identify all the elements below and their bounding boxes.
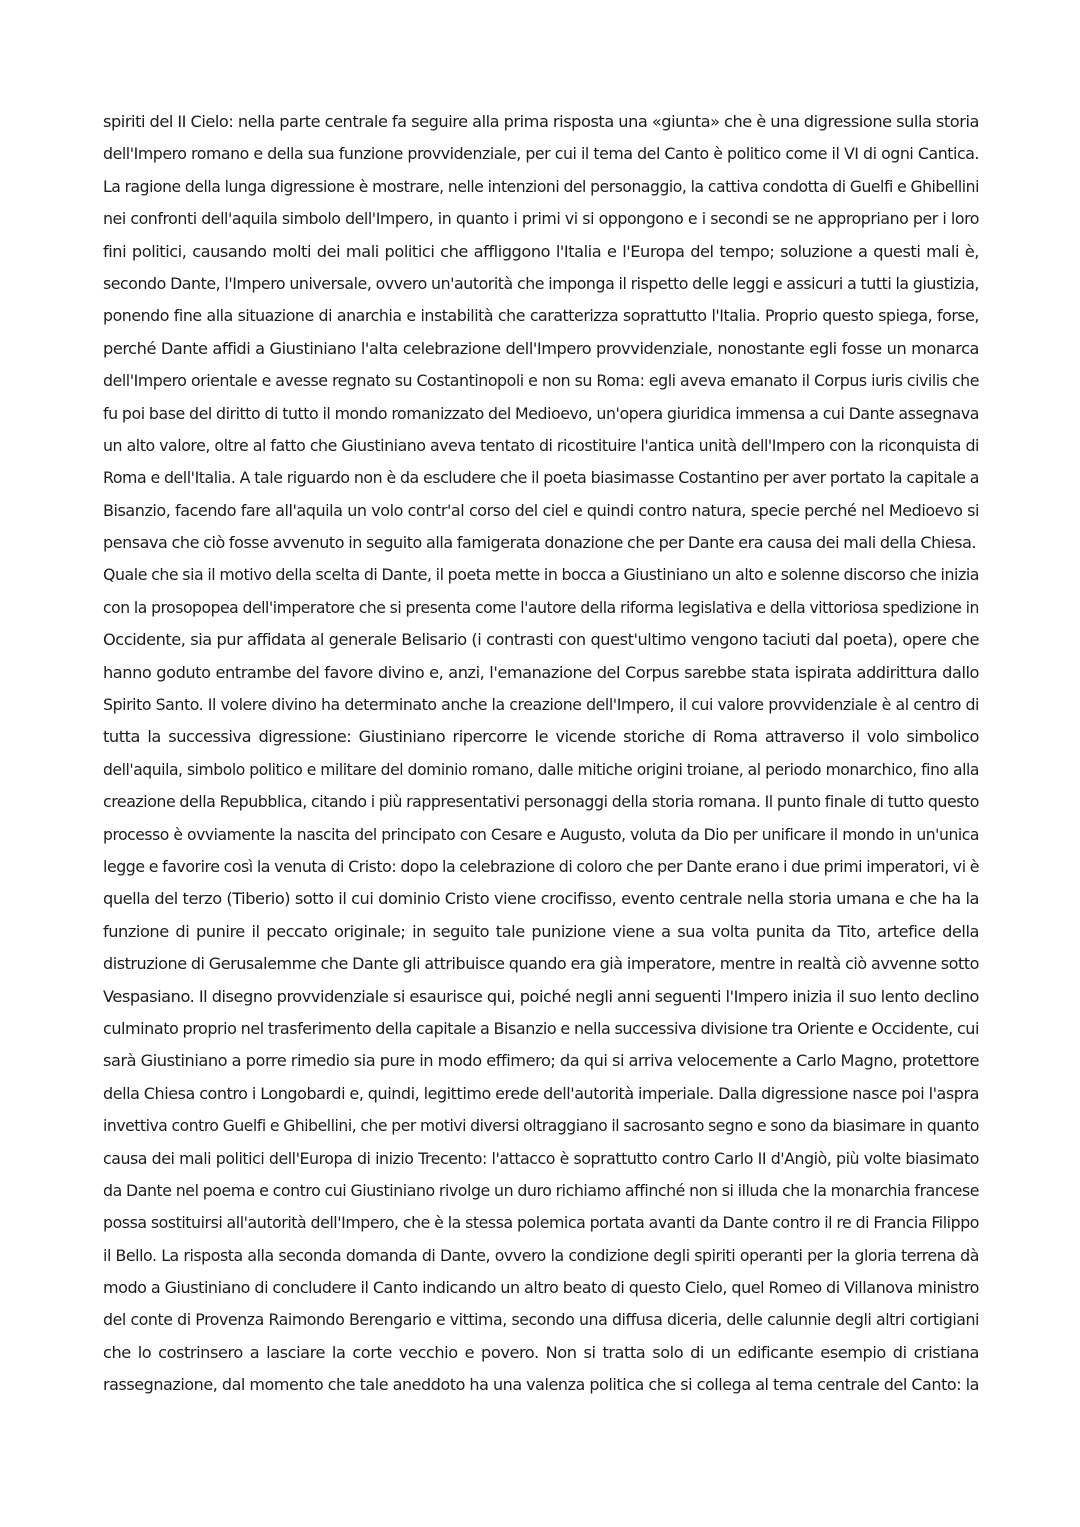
text-line: Spirito Santo. Il volere divino ha determinato anche la creazione dell'Impero, il cui valore provvidenziale è al centro di [103,695,979,715]
text-line: pensava che ciò fosse avvenuto in seguito alla famigerata donazione che per Dante era causa dei mali della Chiesa. [103,533,977,553]
text-line: dell'Impero romano e della sua funzione provvidenziale, per cui il tema del Canto è politico come il VI di ogni Cantica. [103,144,979,164]
text-line: legge e favorire così la venuta di Cristo: dopo la celebrazione di coloro che per Dante erano i due primi imperatori, vi è [103,856,979,876]
text-line: invettiva contro Guelfi e Ghibellini, che per motivi diversi oltraggiano il sacrosanto segno e sono da biasimare in quanto [103,1117,979,1136]
text-line: fu poi base del diritto di tutto il mondo romanizzato del Medioevo, un'opera giuridica immensa a cui Dante assegnava [103,403,979,423]
text-line: dell'Impero orientale e avesse regnato su Costantinopoli e non su Roma: egli aveva emanato il Corpus iuris civilis che [103,371,979,391]
text-line: ponendo fine alla situazione di anarchia e instabilità che caratterizza soprattutto l'Italia. Proprio questo spiega, forse, [103,306,979,326]
text-line: La ragione della lunga digressione è mostrare, nelle intenzioni del personaggio, la cattiva condotta di Guelfi e Ghibellini [103,177,979,196]
text-line: un alto valore, oltre al fatto che Giustiniano aveva tentato di ricostituire l'antica unità dell'Impero con la riconquista di [103,435,979,455]
text-line: sarà Giustiniano a porre rimedio sia pure in modo effimero; da qui si arriva velocemente a Carlo Magno, protettore [103,1051,979,1071]
text-line: distruzione di Gerusalemme che Dante gli attribuisce quando era già imperatore, mentre in realtà ciò avvenne sotto [103,954,979,974]
text-line: perché Dante affidi a Giustiniano l'alta celebrazione dell'Impero provvidenziale, nonostante egli fosse un monarca [103,338,979,358]
text-line: hanno goduto entrambe del favore divino e, anzi, l'emanazione del Corpus sarebbe stata ispirata addirittura dallo [103,662,979,682]
text-line: nei confronti dell'aquila simbolo dell'Impero, in quanto i primi vi si oppongono e i secondi se ne appropriano per i loro [103,209,979,229]
text-line: dell'aquila, simbolo politico e militare del dominio romano, dalle mitiche origini troiane, al periodo monarchico, fino alla [103,760,979,779]
text-line: processo è ovviamente la nascita del principato con Cesare e Augusto, voluta da Dio per unificare il mondo in un'unica [103,825,979,844]
text-line: quella del terzo (Tiberio) sotto il cui dominio Cristo viene crocifisso, evento centrale nella storia umana e che ha la [103,889,979,909]
body-text [103,106,979,1402]
text-line: Vespasiano. Il disegno provvidenziale si esaurisce qui, poiché negli anni seguenti l'Impero inizia il suo lento declino [103,986,979,1006]
text-line: funzione di punire il peccato originale; in seguito tale punizione viene a sua volta punita da Tito, artefice della [103,921,979,941]
text-line: della Chiesa contro i Longobardi e, quindi, legittimo erede dell'autorità imperiale. Dalla digressione nasce poi l'aspra [103,1083,979,1103]
text-line: del conte di Provenza Raimondo Berengario e vittima, secondo una diffusa diceria, delle calunnie degli altri cortigiani [103,1310,979,1330]
text-line: che lo costrinsero a lasciare la corte vecchio e povero. Non si tratta solo di un edificante esempio di cristiana [103,1342,979,1362]
text-line: modo a Giustiniano di concludere il Canto indicando un altro beato di questo Cielo, quel Romeo di Villanova ministro [103,1278,979,1298]
text-line: tutta la successiva digressione: Giustiniano ripercorre le vicende storiche di Roma attraverso il volo simbolico [103,727,979,747]
text-line: possa sostituirsi all'autorità dell'Impero, che è la stessa polemica portata avanti da Dante contro il re di Francia Filippo [103,1213,979,1233]
text-line: creazione della Repubblica, citando i più rappresentativi personaggi della storia romana. Il punto finale di tutto questo [103,792,979,812]
text-line: con la prosopopea dell'imperatore che si presenta come l'autore della riforma legislativa e della vittoriosa spedizione in [103,598,979,617]
text-line: Bisanzio, facendo fare all'aquila un volo contr'al corso del ciel e quindi contro natura, specie perché nel Medioevo si [103,500,979,520]
text-line: secondo Dante, l'Impero universale, ovvero un'autorità che imponga il rispetto delle leggi e assicuri a tutti la giustizia, [103,273,979,293]
text-line: causa dei mali politici dell'Europa di inizio Trecento: l'attacco è soprattutto contro Carlo II d'Angiò, più volte biasimato [103,1148,979,1168]
text-line: Roma e dell'Italia. A tale riguardo non è da escludere che il poeta biasimasse Costantino per aver portato la capitale a [103,468,979,488]
text-line: Occidente, sia pur affidata al generale Belisario (i contrasti con quest'ultimo vengono taciuti dal poeta), opere che [103,630,979,650]
text-line: spiriti del II Cielo: nella parte centrale fa seguire alla prima risposta una «giunta» che è una digressione sulla storia [103,112,979,131]
text-line: rassegnazione, dal momento che tale aneddoto ha una valenza politica che si collega al tema centrale del Canto: la [103,1375,979,1395]
text-line: Quale che sia il motivo della scelta di Dante, il poeta mette in bocca a Giustiniano un alto e solenne discorso che inizia [103,565,979,585]
text-line: da Dante nel poema e contro cui Giustiniano rivolge un duro richiamo affinché non si illuda che la monarchia francese [103,1180,979,1200]
text-line: culminato proprio nel trasferimento della capitale a Bisanzio e nella successiva divisione tra Oriente e Occidente, cui [103,1018,979,1038]
text-line: il Bello. La risposta alla seconda domanda di Dante, ovvero la condizione degli spiriti operanti per la gloria terrena dà [103,1245,979,1265]
text-line: fini politici, causando molti dei mali politici che affliggono l'Italia e l'Europa del tempo; soluzione a questi mali è, [103,241,979,261]
